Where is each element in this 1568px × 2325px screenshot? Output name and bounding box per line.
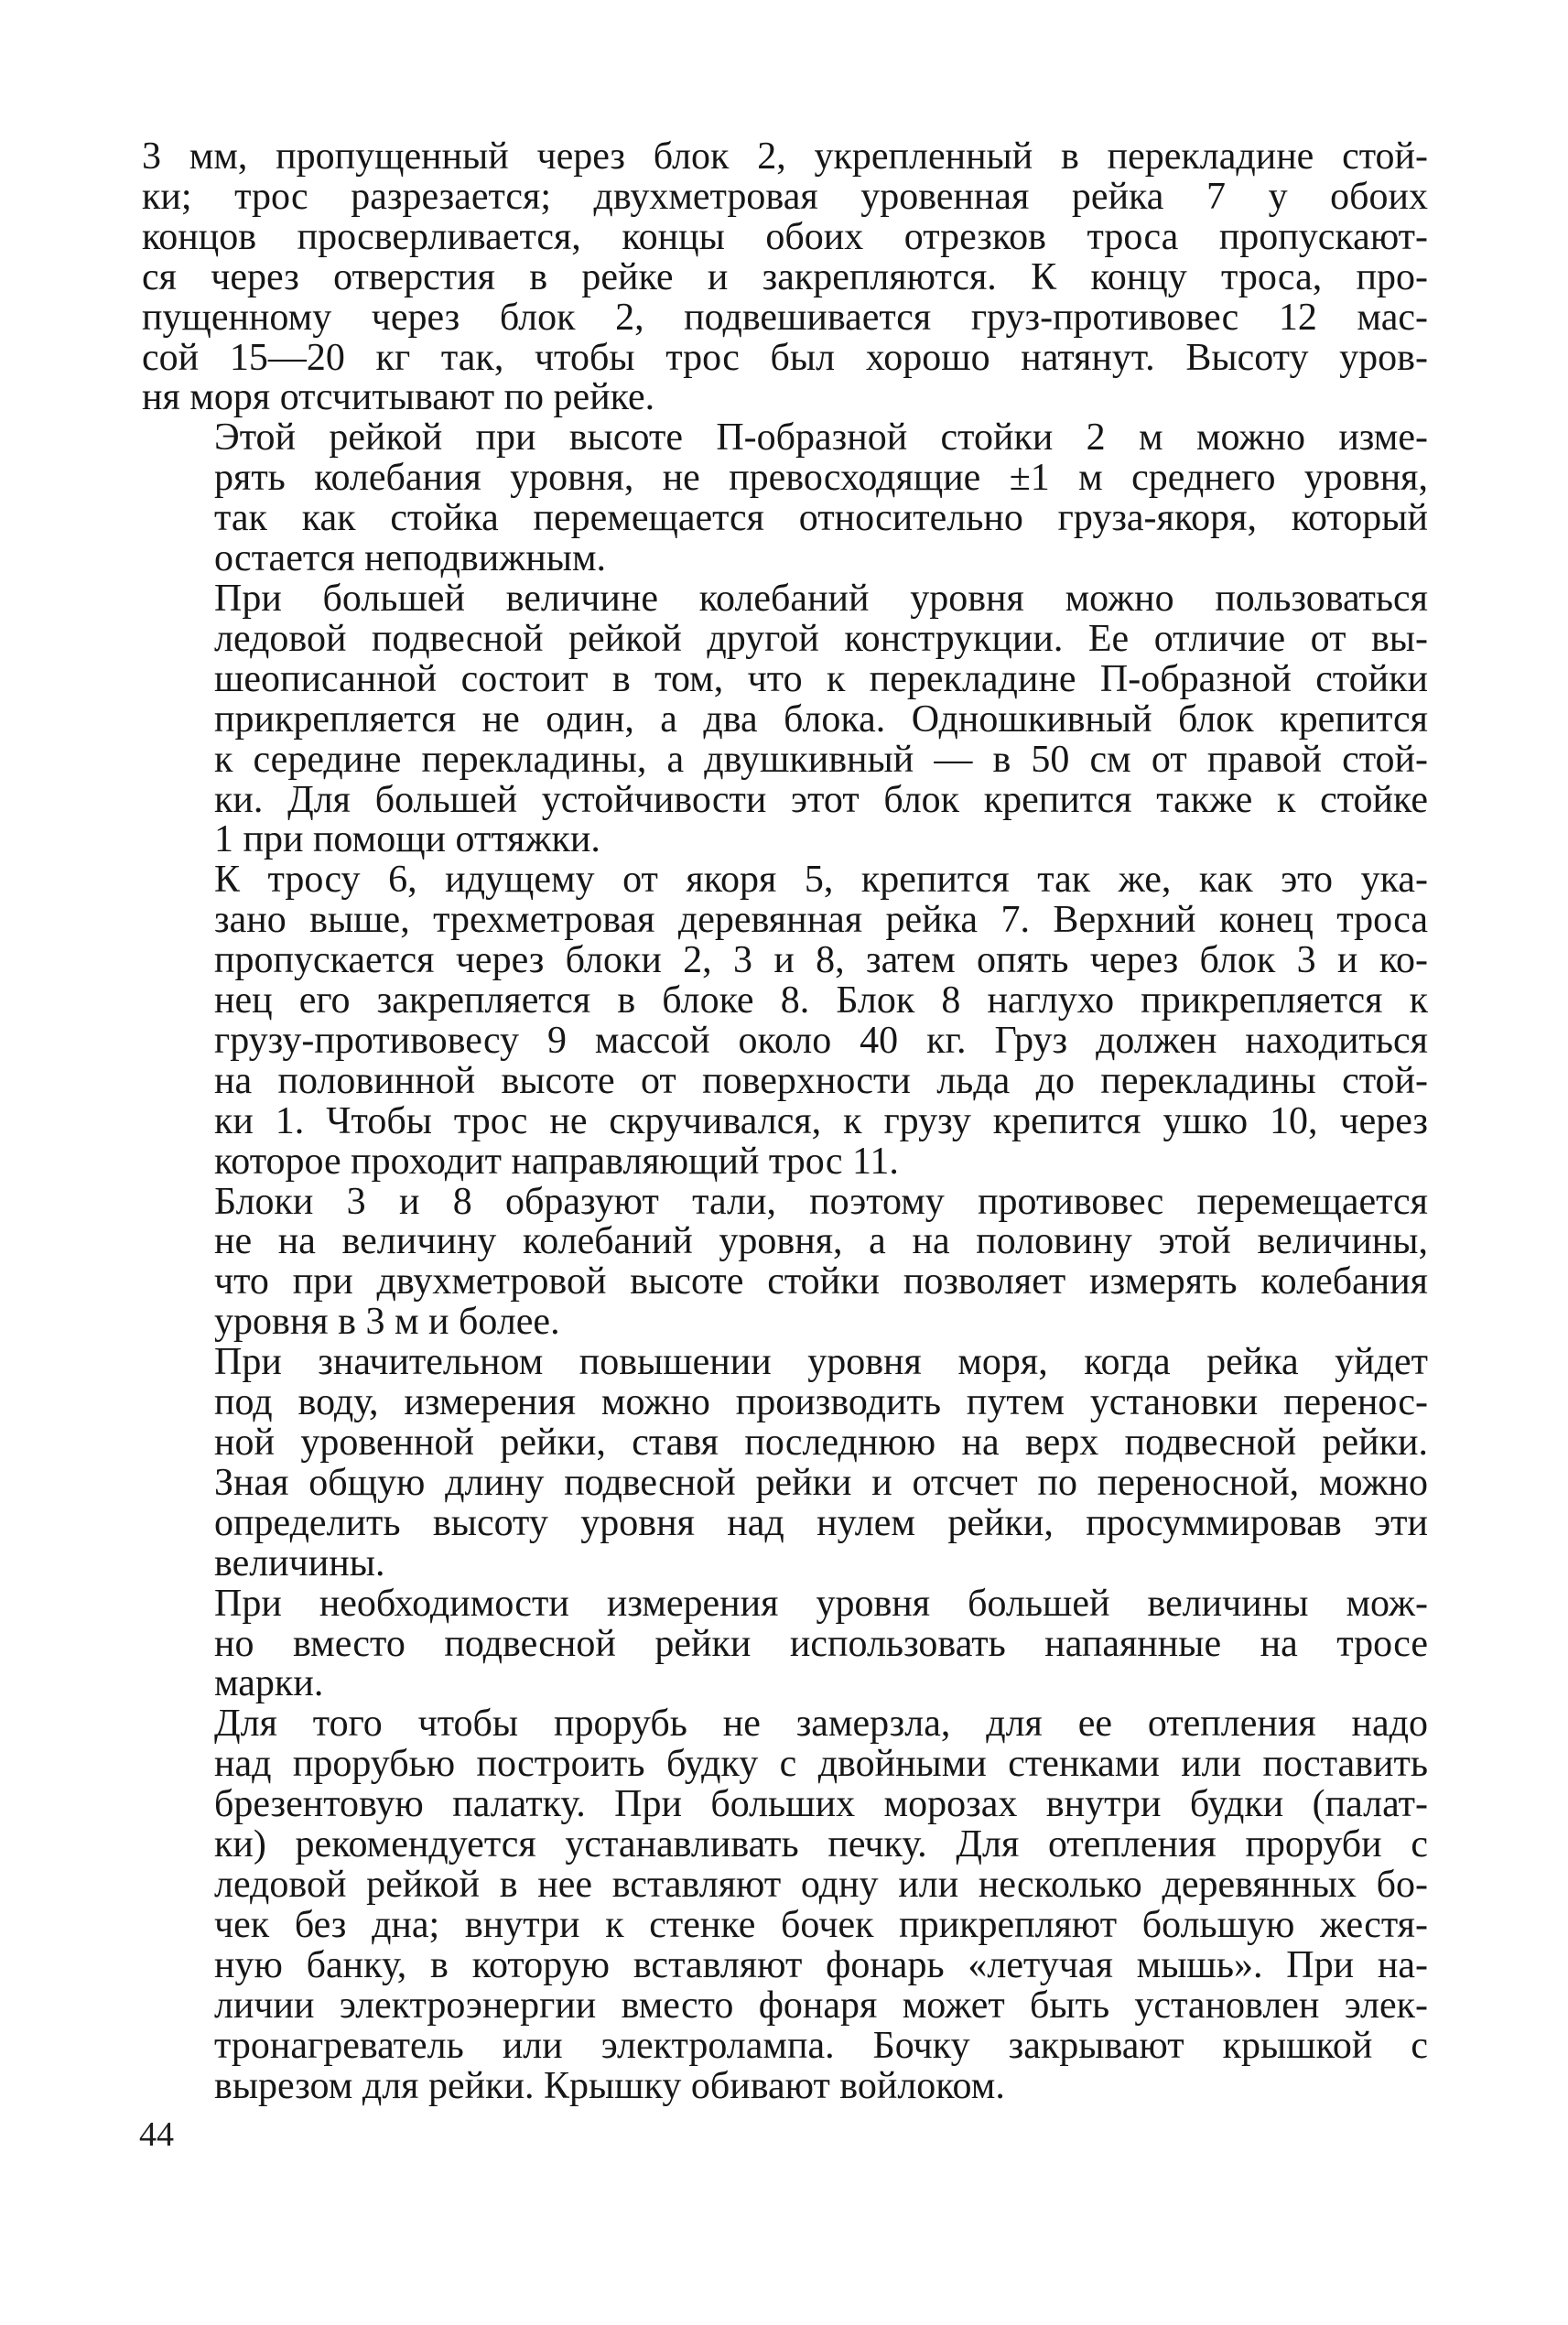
text-line: ной уровенной рейки, ставя последнюю на верх подвесной рейки. (214, 1422, 1428, 1464)
text-line: 3 мм, пропущенный через блок 2, укрепленный в перекладине стой- (142, 135, 1428, 178)
text-line: ся через отверстия в рейке и закрепляются. К концу троса, про- (142, 255, 1428, 298)
text-line: ки. Для большей устойчивости этот блок крепится также к стойке (214, 778, 1428, 821)
text-line: на половинной высоте от поверхности льда до перекладины стой- (214, 1059, 1428, 1102)
text-line: чек без дна; внутри к стенке бочек прикрепляют большую жестя- (214, 1903, 1428, 1946)
page-number: 44 (139, 2115, 174, 2154)
paragraph (142, 579, 1428, 860)
text-line: 1 при помощи оттяжки. (214, 818, 600, 861)
text-line: ледовой рейкой в нее вставляют одну или несколько деревянных бо- (214, 1863, 1428, 1906)
text-line: ки 1. Чтобы трос не скручивался, к грузу крепится ушко 10, через (214, 1099, 1428, 1142)
text-line: зано выше, трехметровая деревянная рейка 7. Верхний конец троса (214, 899, 1428, 942)
text-line: Блоки 3 и 8 образуют тали, поэтому противовес перемещается (214, 1180, 1428, 1223)
text-line: под воду, измерения можно производить путем установки перенос- (214, 1381, 1428, 1424)
text-line: ня моря отсчитывают по рейке. (142, 376, 655, 419)
text-line: прикрепляется не один, а два блока. Одношкивный блок крепится (214, 698, 1428, 741)
text-line: ледовой подвесной рейкой другой конструкции. Ее отличие от вы- (214, 617, 1428, 660)
paragraph (142, 1584, 1428, 1705)
text-line: При необходимости измерения уровня большей величины мож- (214, 1582, 1428, 1625)
text-line: личии электроэнергии вместо фонаря может быть установлен элек- (214, 1984, 1428, 2027)
text-line: брезентовую палатку. При больших морозах внутри будки (палат- (214, 1783, 1428, 1826)
text-line: Этой рейкой при высоте П-образной стойки 2 м можно изме- (214, 416, 1428, 460)
text-line: ную банку, в которую вставляют фонарь «летучая мышь». При на- (214, 1943, 1428, 1986)
text-line: Зная общую длину подвесной рейки и отсчет по переносной, можно (214, 1461, 1428, 1504)
text-line: рять колебания уровня, не превосходящие ±1 м среднего уровня, (214, 457, 1428, 500)
paragraph (142, 1180, 1428, 1344)
text-line: так как стойка перемещается относительно груза-якоря, который (214, 497, 1428, 540)
text-line: концов просверливается, концы обоих отрезков троса пропускают- (142, 215, 1428, 258)
paragraph (142, 860, 1428, 1182)
text-line: При значительном повышении уровня моря, когда рейка уйдет (214, 1341, 1428, 1384)
text-line: к середине перекладины, а двушкивный — в 50 см от правой стой- (214, 738, 1428, 781)
text-line: нец его закрепляется в блоке 8. Блок 8 наглухо прикрепляется к (214, 979, 1428, 1022)
text-line: ки; трос разрезается; двухметровая уровенная рейка 7 у обоих (142, 175, 1428, 218)
text-line: что при двухметровой высоте стойки позволяет измерять колебания (214, 1260, 1428, 1303)
text-line: уровня в 3 м и более. (214, 1301, 560, 1344)
text-line: но вместо подвесной рейки использовать напаянные на тросе (214, 1622, 1428, 1665)
text-line: которое проходит направляющий трос 11. (214, 1140, 899, 1183)
text-line: шеописанной состоит в том, что к перекладине П-образной стойки (214, 657, 1428, 700)
text-line: грузу-противовесу 9 массой около 40 кг. Груз должен находиться (214, 1019, 1428, 1062)
text-line: пропускается через блоки 2, 3 и 8, затем опять через блок 3 и ко- (214, 939, 1428, 982)
text-line: тронагреватель или электролампа. Бочку закрывают крышкой с (214, 2024, 1428, 2067)
text-line: величины. (214, 1541, 385, 1584)
text-line: определить высоту уровня над нулем рейки, просуммировав эти (214, 1501, 1428, 1544)
text-line: ки) рекомендуется устанавливать печку. Для отепления проруби с (214, 1823, 1428, 1866)
text-line: пущенному через блок 2, подвешивается груз-противовес 12 мас- (142, 296, 1428, 339)
text-line: над прорубью построить будку с двойными стенками или поставить (214, 1743, 1428, 1786)
paragraph (142, 1704, 1428, 2106)
paragraph (142, 137, 1428, 418)
text-line: К тросу 6, идущему от якоря 5, крепится так же, как это ука- (214, 859, 1428, 902)
text-line: остается неподвижным. (214, 537, 607, 580)
text-line: марки. (214, 1662, 324, 1705)
text-line: не на величину колебаний уровня, а на половину этой величины, (214, 1220, 1428, 1263)
text-line: сой 15—20 кг так, чтобы трос был хорошо натянут. Высоту уров- (142, 336, 1428, 379)
body-text (142, 137, 1428, 2106)
paragraph (142, 418, 1428, 579)
paragraph (142, 1343, 1428, 1584)
text-line: Для того чтобы прорубь не замерзла, для ее отепления надо (214, 1703, 1428, 1746)
text-line: вырезом для рейки. Крышку обивают войлоком. (214, 2064, 1005, 2107)
text-line: При большей величине колебаний уровня можно пользоваться (214, 577, 1428, 620)
